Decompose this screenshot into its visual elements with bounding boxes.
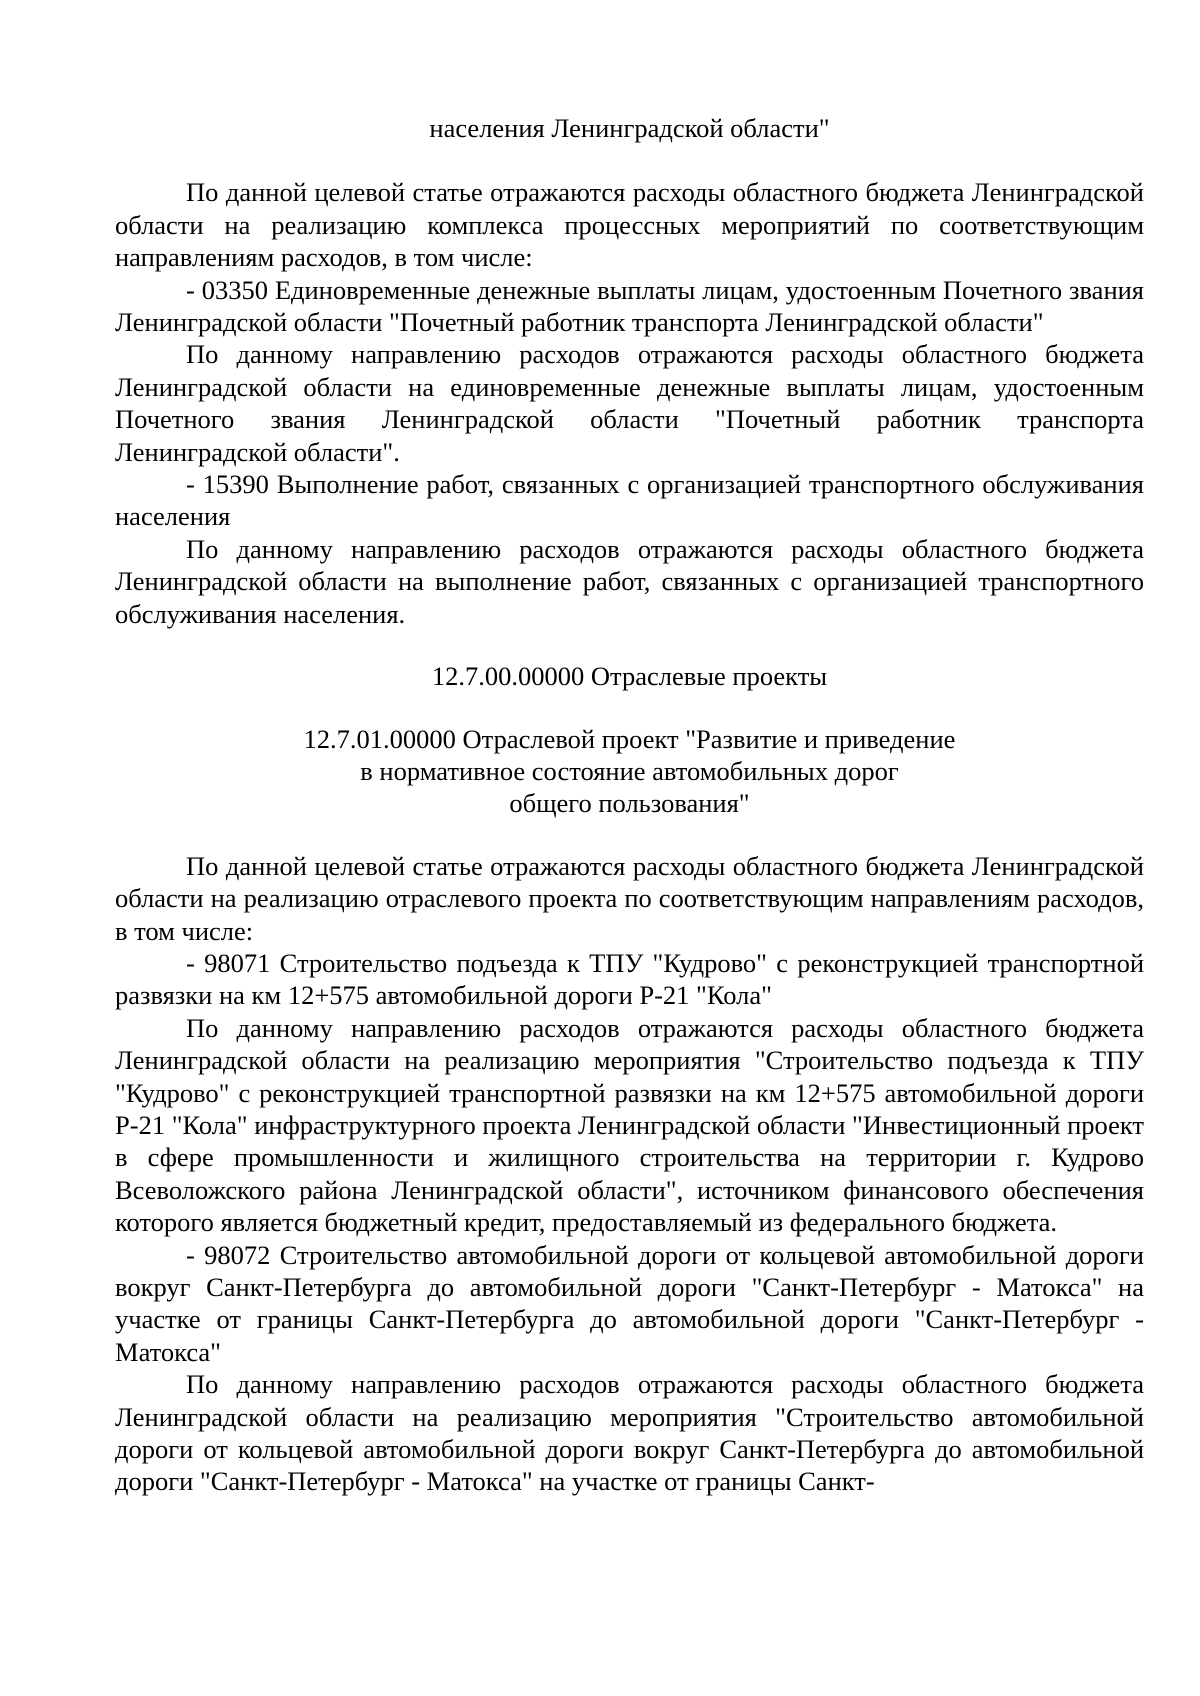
spacer: [115, 630, 1144, 660]
spacer: [115, 820, 1144, 850]
spacer: [115, 144, 1144, 176]
paragraph: По данной целевой статье отражаются расходы областного бюджета Ленинградской области на реализацию комплекса процессных мероприятий по соответствующим направлениям расходов, в том числе:: [115, 177, 1144, 273]
paragraph: - 15390 Выполнение работ, связанных с организацией транспортного обслуживания населения: [115, 469, 1144, 532]
paragraph: По данному направлению расходов отражаются расходы областного бюджета Ленинградской области на выполнение работ, связанных с организацией транспортного обслуживания населения.: [115, 533, 1144, 629]
paragraph: По данному направлению расходов отражаются расходы областного бюджета Ленинградской области на реализацию мероприятия "Строительство автомобильной дороги от кольцевой автомобильной дороги вокруг Санкт-Петербурга до автомобильной дороги "Санкт-Петербург - Матокса" на участке от границы Санкт-: [115, 1369, 1144, 1497]
paragraph: - 98072 Строительство автомобильной дороги от кольцевой автомобильной дороги вокруг Санкт-Петербурга до автомобильной дороги "Санкт-Петербург - Матокса" на участке от границы Санкт-Петербурга до автомобильной дороги "Санкт-Петербург - Матокса": [115, 1239, 1144, 1367]
document-page: [115, 112, 1144, 1498]
heading-tail: населения Ленинградской области": [429, 113, 830, 143]
paragraph: По данному направлению расходов отражаются расходы областного бюджета Ленинградской области на единовременные денежные выплаты лицам, удостоенным Почетного звания Ленинградской области "Почетный работник транспорта Ленинградской области".: [115, 339, 1144, 467]
subsection-heading-line: в нормативное состояние автомобильных дорог: [360, 755, 899, 786]
spacer: [115, 693, 1144, 723]
paragraph: - 03350 Единовременные денежные выплаты лицам, удостоенным Почетного звания Ленинградской области "Почетный работник транспорта Ленинградской области": [115, 274, 1144, 338]
paragraph: По данной целевой статье отражаются расходы областного бюджета Ленинградской области на реализацию отраслевого проекта по соответствующим направлениям расходов, в том числе:: [115, 850, 1144, 946]
section-heading: 12.7.00.00000 Отраслевые проекты: [431, 661, 828, 692]
paragraph: По данному направлению расходов отражаются расходы областного бюджета Ленинградской области на реализацию мероприятия "Строительство подъезда к ТПУ "Кудрово" с реконструкцией транспортной развязки на км 12+575 автомобильной дороги Р-21 "Кола" инфраструктурного проекта Ленинградской области "Инвестиционный проект в сфере промышленности и жилищного строительства на территории г. Кудрово Всеволожского района Ленинградской области", источником финансового обеспечения которого является бюджетный кредит, предоставляемый из федерального бюджета.: [115, 1012, 1144, 1238]
paragraph: - 98071 Строительство подъезда к ТПУ "Кудрово" с реконструкцией транспортной развязки на км 12+575 автомобильной дороги Р-21 "Кола": [115, 947, 1144, 1011]
subsection-heading-line: общего пользования": [509, 788, 750, 819]
subsection-heading-line: 12.7.01.00000 Отраслевой проект "Развитие и приведение: [303, 723, 956, 754]
